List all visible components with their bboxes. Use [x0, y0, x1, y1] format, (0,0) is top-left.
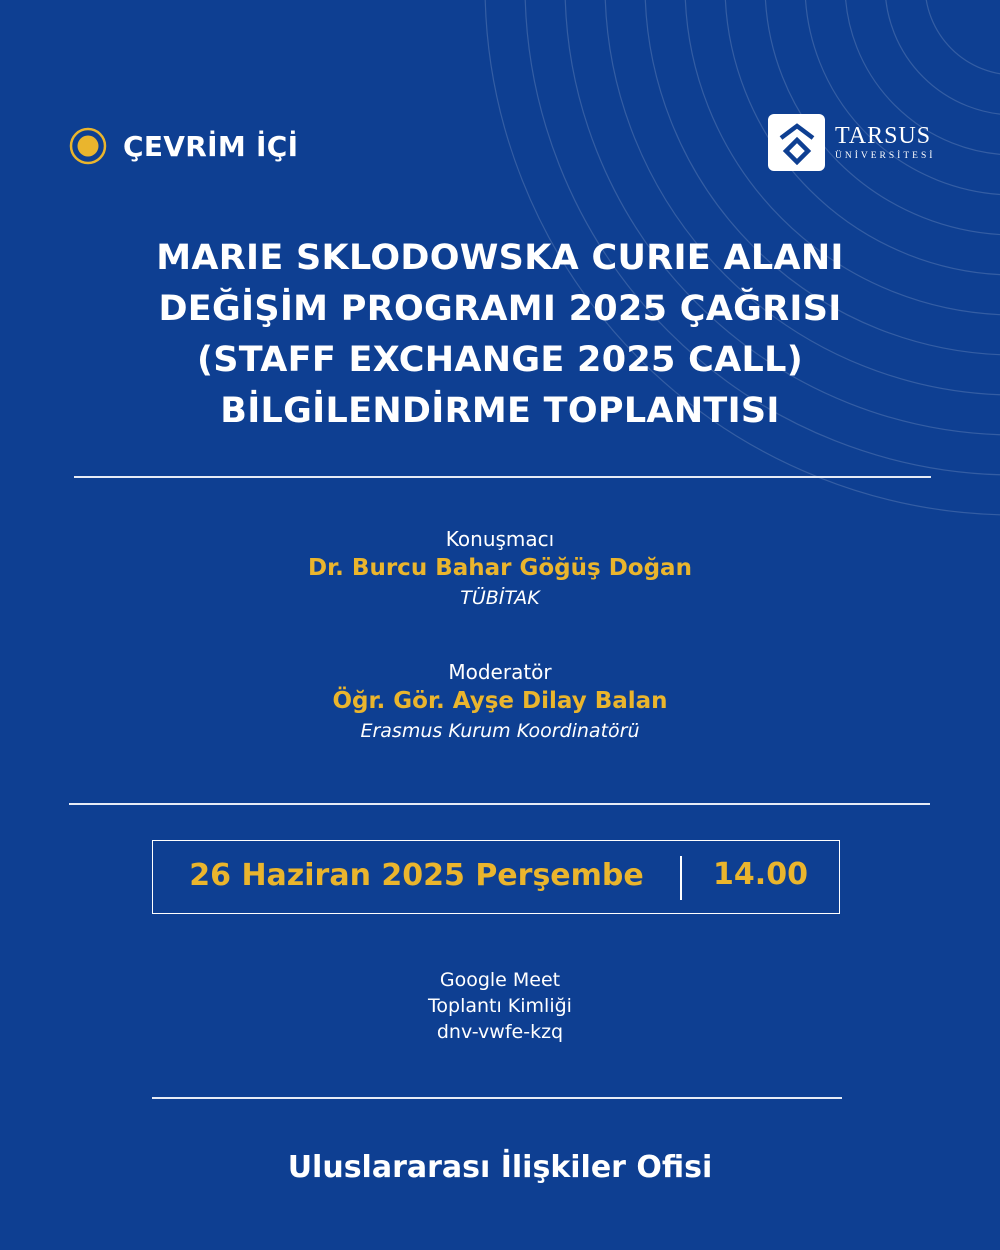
online-badge [69, 127, 298, 165]
event-time: 14.00 [713, 857, 808, 892]
moderator-block [200, 658, 800, 746]
meeting-platform: Google Meet [439, 969, 561, 991]
title-line-1: MARIE SKLODOWSKA CURIE ALANI [156, 238, 844, 278]
divider-bottom [152, 1097, 842, 1099]
live-dot-icon [69, 127, 107, 165]
title-line-4: BİLGİLENDİRME TOPLANTISI [220, 391, 780, 431]
event-date: 26 Haziran 2025 Perşembe [189, 858, 644, 893]
event-title [60, 233, 940, 437]
moderator-role: Moderatör [448, 660, 552, 684]
university-logo [768, 114, 935, 171]
divider-middle [69, 803, 930, 805]
logo-text [835, 123, 935, 163]
participants [200, 525, 800, 746]
date-time-box [152, 840, 840, 914]
tarsus-emblem-icon [777, 121, 817, 165]
meeting-id: dnv-vwfe-kzq [436, 1021, 564, 1043]
title-line-2: DEĞİŞİM PROGRAMI 2025 ÇAĞRISI [158, 289, 842, 329]
speaker-org: TÜBİTAK [460, 587, 540, 609]
speaker-name: Dr. Burcu Bahar Göğüş Doğan [308, 555, 692, 581]
meeting-id-label: Toplantı Kimliği [428, 995, 572, 1017]
logo-name: TARSUS [835, 122, 932, 149]
divider-top [74, 476, 931, 478]
logo-mark [768, 114, 825, 171]
office-name: Uluslararası İlişkiler Ofisi [287, 1150, 713, 1185]
online-label: ÇEVRİM İÇİ [123, 129, 299, 163]
moderator-name: Öğr. Gör. Ayşe Dilay Balan [332, 688, 668, 714]
meeting-info [300, 967, 700, 1045]
moderator-org: Erasmus Kurum Koordinatörü [360, 720, 640, 742]
title-line-3: (STAFF EXCHANGE 2025 CALL) [196, 340, 804, 380]
logo-subtitle: ÜNİVERSİTESİ [835, 150, 936, 161]
speaker-block [200, 525, 800, 613]
speaker-role: Konuşmacı [445, 527, 555, 551]
